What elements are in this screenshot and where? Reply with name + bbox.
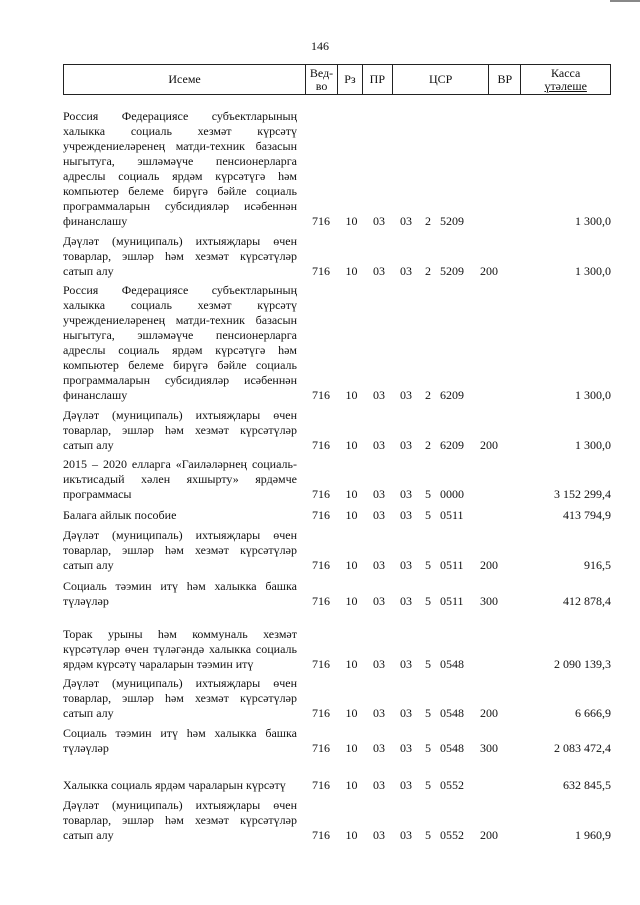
row-vr: 300 [480,741,498,755]
row-kassa-sum: 1 300,0 [575,264,611,278]
header-vr: ВР [489,65,521,94]
row-pr: 03 [373,214,385,228]
table-body [63,95,611,847]
row-ved: 716 [312,264,330,278]
row-vr: 200 [480,438,498,452]
row-rz: 10 [345,594,358,608]
table-row [63,797,611,847]
row-rz: 10 [345,558,358,572]
row-pr: 03 [373,828,385,842]
row-name: Социаль тәэмин итү һәм халыкка башка түләүләр [63,726,297,755]
table-row [63,457,611,506]
row-kassa-sum: 1 300,0 [575,438,611,452]
header-ved: Вед-во [306,65,338,94]
row-pr: 03 [373,558,385,572]
row-name: Дәүләт (муниципаль) ихтыяҗлары өчен товарлар, эшләр һәм хезмәт күрсәтүләр сатып алу [63,676,297,720]
row-ved: 716 [312,828,330,842]
row-rz: 10 [345,508,358,522]
row-csr-code: 0000 [440,487,464,501]
table-row [63,95,611,233]
row-name: Торак урыны һәм коммуналь хезмәт күрсәтүләр өчен түләгәндә халыкка социаль ярдәм күрсәтү чараларын тәэмин итү [63,627,297,671]
row-ved: 716 [312,487,330,501]
header-kassa-line1: Касса [551,65,581,80]
row-csr-part1: 03 [400,778,412,792]
row-csr-part2: 2 [425,388,431,402]
row-pr: 03 [373,264,385,278]
row-csr-part1: 03 [400,594,412,608]
row-rz: 10 [345,828,358,842]
row-ved: 716 [312,388,330,402]
row-rz: 10 [345,487,358,501]
row-ved: 716 [312,594,330,608]
row-pr: 03 [373,388,385,402]
row-csr-part1: 03 [400,741,412,755]
row-pr: 03 [373,487,385,501]
header-name: Исеме [64,65,306,94]
header-rz: Рз [338,65,363,94]
row-kassa-sum: 2 083 472,4 [554,741,611,755]
row-vr: 300 [480,594,498,608]
row-csr-code: 0511 [440,508,464,522]
row-name: Халыкка социаль ярдәм чараларын күрсәтү [63,778,286,792]
row-csr-code: 6209 [440,438,464,452]
table-row [63,725,611,760]
header-kassa [521,65,610,94]
row-kassa-sum: 2 090 139,3 [554,657,611,671]
row-name: Россия Федерациясе субъектларының халыкка социаль хезмәт күрсәтү учреждениеләренең матди-техник базасын ныгытуга, эшләмәүче пенсионерларга адреслы социаль ярдәм күрсәтүгә һәм компьютер белеме бирүгә бәйле социаль программаларын субсидияләр исәбеннән финанслашу [63,283,297,402]
row-csr-part2: 2 [425,214,431,228]
row-csr-code: 0552 [440,778,464,792]
row-kassa-sum: 3 152 299,4 [554,487,611,501]
row-kassa-sum: 1 300,0 [575,214,611,228]
row-csr-part2: 5 [425,657,431,671]
row-rz: 10 [345,388,358,402]
row-rz: 10 [345,706,358,720]
row-csr-part1: 03 [400,214,412,228]
header-pr: ПР [363,65,393,94]
row-vr: 200 [480,828,498,842]
row-csr-code: 0552 [440,828,464,842]
row-csr-code: 6209 [440,388,464,402]
row-pr: 03 [373,438,385,452]
row-csr-part1: 03 [400,558,412,572]
row-name: 2015 – 2020 елларга «Гаиләләрнең социаль-икътисадый хәлен яхшырту» ярдәмче программасы [63,457,297,501]
table-row [63,676,611,725]
scan-edge-mark [610,0,640,2]
row-name: Россия Федерациясе субъектларының халыкка социаль хезмәт күрсәтү учреждениеләренең матди-техник базасын ныгытуга, эшләмәүче пенсионерларга адреслы социаль ярдәм күрсәтүгә һәм компьютер белеме бирүгә бәйле социаль программаларын субсидияләр исәбеннән финанслашу [63,109,297,228]
row-kassa-sum: 413 794,9 [563,508,611,522]
table-row [63,613,611,676]
row-rz: 10 [345,741,358,755]
row-csr-part2: 5 [425,778,431,792]
row-csr-part1: 03 [400,388,412,402]
row-pr: 03 [373,657,385,671]
row-rz: 10 [345,657,358,671]
header-csr: ЦСР [393,65,490,94]
table-row [63,577,611,613]
row-csr-part2: 5 [425,594,431,608]
row-csr-code: 5209 [440,214,464,228]
row-name: Дәүләт (муниципаль) ихтыяҗлары өчен товарлар, эшләр һәм хезмәт күрсәтүләр сатып алу [63,408,297,452]
row-rz: 10 [345,264,358,278]
row-csr-code: 0548 [440,657,464,671]
row-csr-part1: 03 [400,487,412,501]
row-name: Дәүләт (муниципаль) ихтыяҗлары өчен товарлар, эшләр һәм хезмәт күрсәтүләр сатып алу [63,234,297,278]
row-rz: 10 [345,214,358,228]
table-header [63,64,611,95]
table-row [63,760,611,797]
row-csr-part2: 2 [425,264,431,278]
table-row [63,407,611,457]
row-pr: 03 [373,706,385,720]
row-pr: 03 [373,594,385,608]
row-name: Дәүләт (муниципаль) ихтыяҗлары өчен товарлар, эшләр һәм хезмәт күрсәтүләр сатып алу [63,798,297,842]
budget-table [63,64,611,847]
row-csr-part1: 03 [400,706,412,720]
table-row [63,233,611,283]
table-row [63,527,611,577]
row-csr-part1: 03 [400,657,412,671]
row-ved: 716 [312,214,330,228]
row-ved: 716 [312,558,330,572]
row-csr-code: 0511 [440,594,464,608]
row-pr: 03 [373,508,385,522]
table-row [63,506,611,527]
row-csr-part2: 5 [425,558,431,572]
row-name: Балага айлык пособие [63,508,177,522]
row-csr-part1: 03 [400,508,412,522]
row-vr: 200 [480,706,498,720]
row-name: Дәүләт (муниципаль) ихтыяҗлары өчен товарлар, эшләр һәм хезмәт күрсәтүләр сатып алу [63,528,297,572]
row-ved: 716 [312,741,330,755]
row-ved: 716 [312,706,330,720]
row-ved: 716 [312,438,330,452]
row-pr: 03 [373,741,385,755]
row-kassa-sum: 1 960,9 [575,828,611,842]
row-csr-part2: 5 [425,508,431,522]
table-row [63,283,611,407]
row-csr-code: 0548 [440,706,464,720]
row-rz: 10 [345,778,358,792]
row-kassa-sum: 1 300,0 [575,388,611,402]
row-rz: 10 [345,438,358,452]
row-csr-code: 5209 [440,264,464,278]
row-csr-part1: 03 [400,438,412,452]
header-kassa-line2: үтәлеше [544,78,587,93]
row-csr-code: 0548 [440,741,464,755]
row-ved: 716 [312,778,330,792]
row-csr-part1: 03 [400,828,412,842]
row-vr: 200 [480,264,498,278]
row-kassa-sum: 6 666,9 [575,706,611,720]
row-csr-code: 0511 [440,558,464,572]
row-csr-part2: 5 [425,487,431,501]
row-ved: 716 [312,657,330,671]
row-kassa-sum: 632 845,5 [563,778,611,792]
row-kassa-sum: 916,5 [584,558,611,572]
row-csr-part2: 5 [425,706,431,720]
row-vr: 200 [480,558,498,572]
row-csr-part2: 5 [425,741,431,755]
row-kassa-sum: 412 878,4 [563,594,611,608]
row-csr-part2: 5 [425,828,431,842]
row-pr: 03 [373,778,385,792]
row-ved: 716 [312,508,330,522]
row-csr-part2: 2 [425,438,431,452]
row-name: Социаль тәэмин итү һәм халыкка башка түләүләр [63,579,297,608]
page-number: 146 [311,39,329,53]
row-csr-part1: 03 [400,264,412,278]
